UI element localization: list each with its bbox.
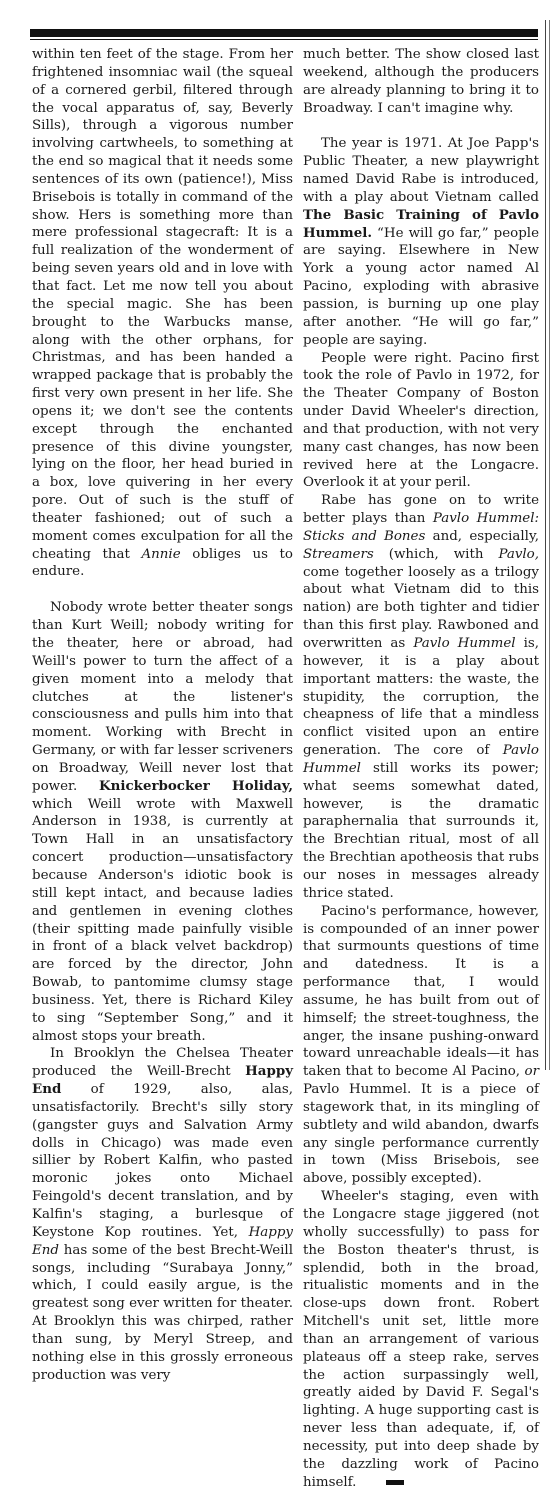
- left-column: [32, 46, 293, 1384]
- page-edge-outer: [549, 20, 550, 1070]
- paragraph-show-closed: much better. The show closed last weekend, although the producers are already planning to bring it to Broadway. I can't imagine why.: [303, 47, 539, 116]
- top-rule: [30, 29, 538, 37]
- paragraph-kurt-weill: Nobody wrote better theater songs than Kurt Weill; nobody writing for the theater, here or abroad, had Weill's power to turn the affect of a given moment into a melody that clutches at the listener's consciousness and pulls him into that moment. Working with Brecht in Germany, or with far lesser scriveners on Broadway, Weill never lost that power. Knickerbocker Holiday, which Weill wrote with Maxwell Anderson in 1938, is currently at Town Hall in an unsatisfactory concert production—unsatisfactory because Anderson's idiotic book is still kept intact, and because ladies and gentlemen in evening clothes (their spitting made painfully visible in front of a black velvet backdrop) are forced by the director, John Bowab, to pantomime clumsy stage business. Yet, there is Richard Kiley to sing “September Song,” and it almost stops your breath.: [32, 600, 294, 1044]
- paragraph-pacino-performance: Pacino's performance, however, is compounded of an inner power that surmounts questions of time and datedness. It is a performance that, I would assume, he has built from out of himself; the street-toughness, the anger, the insane pushing-onward toward unreachable ideals—it has taken that to become Al Pacino, or Pavlo Hummel. It is a piece of stagework that, in its mingling of subtlety and wild abandon, dwarfs any single performance currently in town (Miss Brisebois, see above, possibly excepted).: [303, 903, 539, 1187]
- paragraph-year-1971: The year is 1971. At Joe Papp's Public Theater, a new playwright named David Rabe is introduced, with a play about Vietnam called The Basic Training of Pavlo Hummel. “He will go far,” people are saying. Elsewhere in New York a young actor named Al Pacino, exploding with abrasive passion, is burning up one play after another. “He will go far,” people are saying.: [303, 136, 539, 348]
- top-rule-thin: [30, 39, 538, 40]
- paragraph-happy-end: In Brooklyn the Chelsea Theater produced the Weill-Brecht Happy End of 1929, also, alas, unsatisfactorily. Brecht's silly story (gangster guys and Salvation Army dolls in Chicago) was made even sillier by Robert Kalfin, who pasted moronic jokes onto Michael Feingold's decent translation, and by Kalfin's staging, a burlesque of Keystone Kop routines. Yet, Happy End has some of the best Brecht-Weill songs, including “Surabaya Jonny,” which, I could easily argue, is the greatest song ever written for theater. At Brooklyn this was chirped, rather than sung, by Meryl Streep, and nothing else in this grossly erroneous production was very: [32, 1046, 293, 1383]
- show-title: Happy End: [32, 1063, 293, 1098]
- show-title: The Basic Training of Pavlo Hummel.: [303, 206, 539, 241]
- paragraph-wheeler-staging: Wheeler's staging, even with the Longacre stage jiggered (not wholly successfully) to pass for the Boston theater's thrust, is splendid, both in the broad, ritualistic moments and in the close-ups down front. Robert Mitchell's unit set, little more than an arrangement of various plateaus off a steep rake, serves the action surpassingly well, greatly aided by David F. Segal's lighting. A huge supporting cast is never less than adequate, if, of necessity, put into deep shade by the dazzling work of Pacino himself.: [303, 1189, 539, 1490]
- page-edge: [545, 20, 546, 1070]
- paragraph-annie-continued: within ten feet of the stage. From her frightened insomniac wail (the squeal of a cornered gerbil, filtered through the vocal apparatus of, say, Beverly Sills), through a vigorous number involving cartwheels, to something at the end so magical that it needs some sentences of its own (patience!), Miss Brisebois is totally in command of the show. Hers is something more than mere professional stagecraft: It is a full realization of the wonderment of being seven years old and in love with that fact. Let me now tell you about the special magic. She has been brought to the Warbucks manse, along with the other orphans, for Christmas, and has been handed a wrapped package that is probably the first very own present in her life. She opens it; we don't see the contents except through the enchanted presence of this divine youngster, lying on the floor, her head buried in a box, love quivering in her every pore. Out of such is the stuff of theater fashioned; out of such a moment comes exculpation for all the cheating that Annie obliges us to endure.: [32, 47, 293, 580]
- end-of-article-mark: [386, 1480, 404, 1485]
- paragraph-rabe: Rabe has gone on to write better plays than Pavlo Hummel: Sticks and Bones and, especially, Streamers (which, with Pavlo, come together loosely as a trilogy about what Vietnam did to this nation) are both tighter and tidier than this first play. Rawboned and overwritten as Pavlo Hummel is, however, it is a play about important matters: the waste, the stupidity, the corruption, the cheapness of life that a mindless conflict visited upon an entire generation. The core of Pavlo Hummel still works its power; what seems somewhat dated, however, is the dramatic paraphernalia that surrounds it, the Brechtian ritual, most of all the Brechtian apotheosis that rubs our noses in messages already thrice stated.: [303, 493, 539, 901]
- right-column: [303, 46, 539, 1492]
- paragraph-people-were-right: People were right. Pacino first took the role of Pavlo in 1972, for the Theater Company of Boston under David Wheeler's direction, and that production, with not very many cast changes, has now been revived here at the Longacre. Overlook it at your peril.: [303, 350, 539, 491]
- show-title: Knickerbocker Holiday,: [99, 777, 294, 794]
